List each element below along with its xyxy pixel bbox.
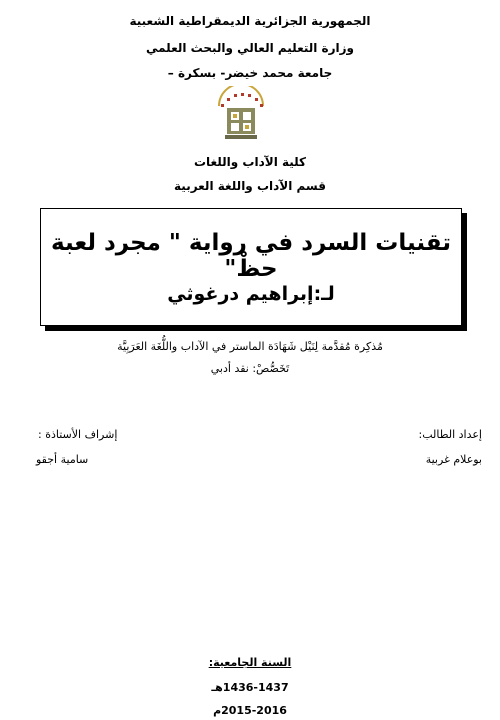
supervisor-name: سامية أجقو bbox=[36, 453, 89, 466]
republic-header: الجمهورية الجزائرية الديمقراطية الشعبية bbox=[129, 14, 371, 28]
department-name: قسم الآداب واللغة العربية bbox=[174, 179, 326, 193]
specialty: تَخَصُّصْ: نقد أدبي bbox=[210, 362, 290, 375]
thesis-author-line: لـ:إبراهيم درغوثي bbox=[167, 283, 335, 305]
university-header: جامعة محمد خيضر- بسكرة – bbox=[167, 66, 333, 80]
faculty-name: كلية الآداب واللغات bbox=[193, 155, 307, 169]
ministry-header: وزارة التعليم العالي والبحث العلمي bbox=[145, 41, 355, 55]
title-box bbox=[40, 208, 462, 326]
prepared-by-label: إعداد الطالب: bbox=[418, 428, 482, 441]
thesis-title: تقنيات السرد في رواية " مجرد لعبة حظْ" bbox=[51, 230, 451, 282]
student-name: بوعلام غربية bbox=[425, 453, 482, 466]
academic-year-hijri: 1436-1437هـ bbox=[211, 681, 289, 694]
academic-year-label: السنة الجامعية: bbox=[208, 656, 292, 669]
university-logo-icon bbox=[213, 86, 269, 142]
memo-description: مُذكِرة مُقدَّمة لِنَيْل شَهَادَة الماستر في الآداب واللُّغَة العَرَبِيَّة bbox=[117, 340, 383, 353]
academic-year-gregorian: 2015-2016م bbox=[213, 704, 287, 717]
supervisor-label: إشراف الأستاذة : bbox=[38, 428, 118, 441]
